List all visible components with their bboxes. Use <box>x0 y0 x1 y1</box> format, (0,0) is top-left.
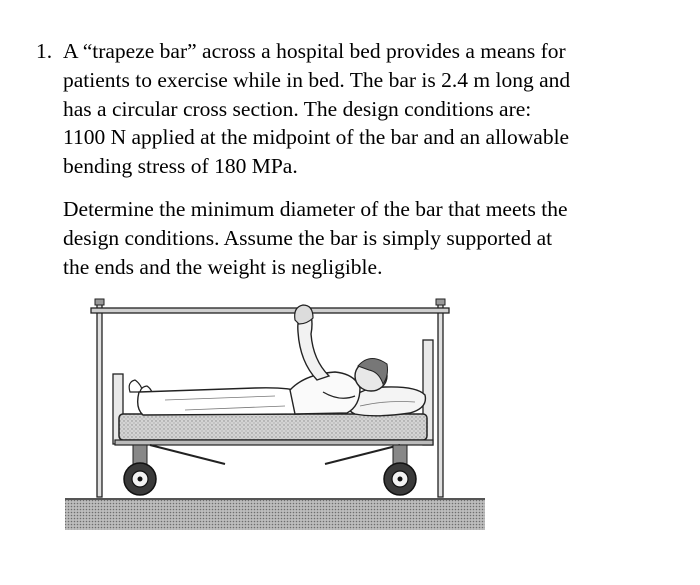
statement-line: bending stress of 180 MPa. <box>63 154 298 179</box>
problem-number: 1. <box>36 39 53 63</box>
hospital-bed-figure <box>55 292 495 532</box>
bed-wheel-left <box>124 463 156 495</box>
mattress <box>119 414 427 440</box>
bed-frame <box>115 440 433 465</box>
statement-line: has a circular cross section. The design conditions are: <box>63 96 532 121</box>
question-line: Determine the minimum diameter of the bar that meets the <box>63 197 568 221</box>
statement-line: 1100 N applied at the midpoint of the bar and an allowable <box>63 125 570 150</box>
trapeze-bar <box>91 308 449 313</box>
statement-line: A “trapeze bar” across a hospital bed provides a means for <box>63 39 566 63</box>
floor <box>65 499 485 530</box>
hospital-bed-illustration <box>55 292 495 532</box>
statement-line: patients to exercise while in bed. The bar is 2.4 m long and <box>63 67 571 92</box>
bed-wheel-right <box>384 463 416 495</box>
question-line: the ends and the weight is negligible. <box>63 254 383 279</box>
question-line: design conditions. Assume the bar is simply supported at <box>63 225 553 250</box>
pillow <box>349 387 425 416</box>
patient <box>129 305 387 415</box>
problem-statement <box>36 37 683 181</box>
problem-question <box>63 195 683 281</box>
